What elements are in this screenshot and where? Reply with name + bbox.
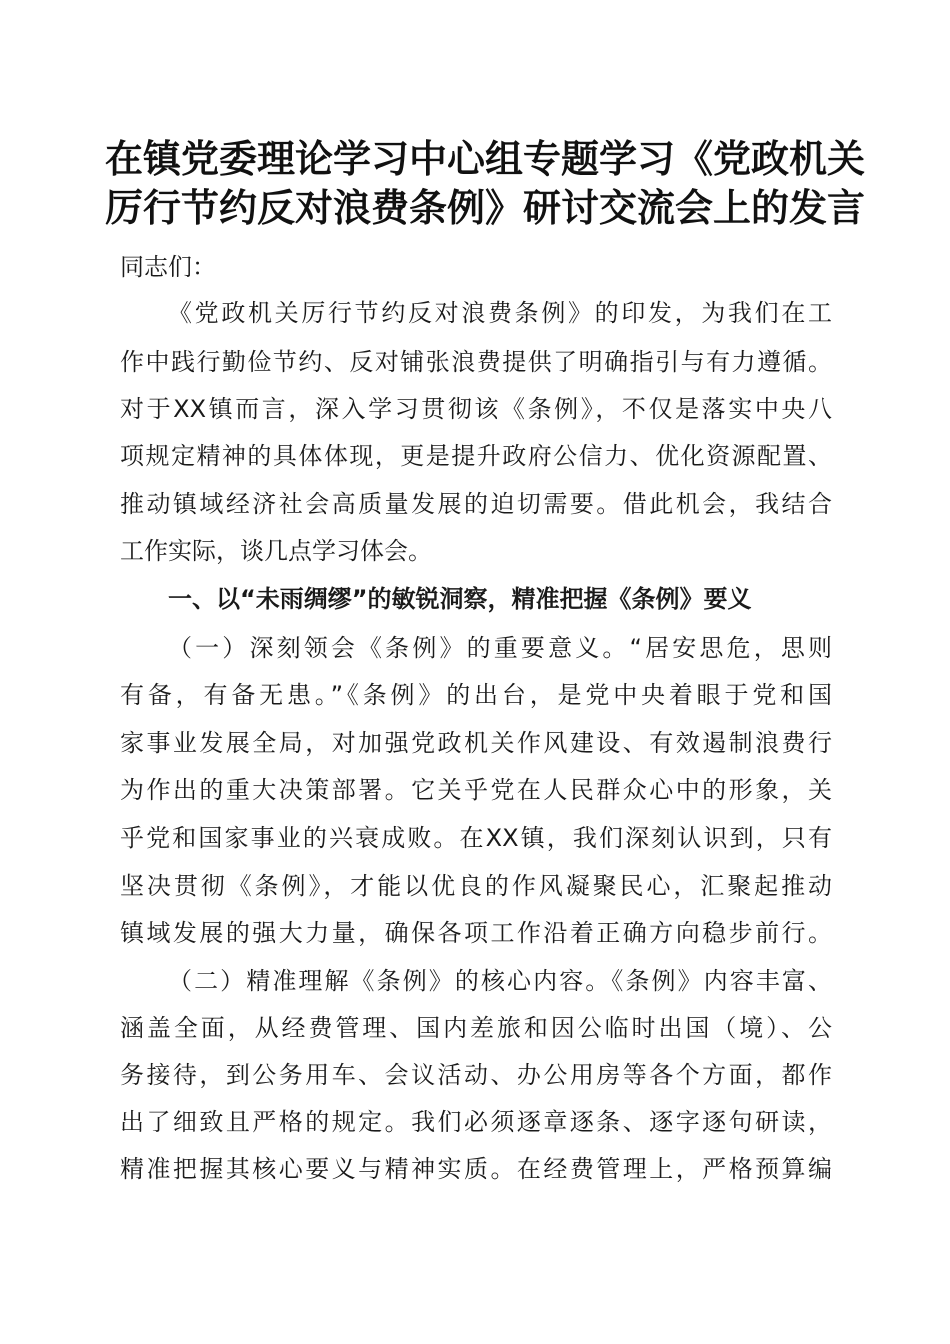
paragraph-line: 推动镇域经济社会高质量发展的迫切需要。借此机会，我结合	[120, 490, 832, 518]
paragraph-line: 作中践行勤俭节约、反对铺张浪费提供了明确指引与有力遵循。	[120, 348, 832, 376]
paragraph-line: 有备，有备无患。”《条例》的出台，是党中央着眼于党和国	[120, 681, 832, 709]
document-title	[105, 134, 866, 232]
paragraph-line: 工作实际，谈几点学习体会。	[120, 537, 432, 565]
paragraph-line: 项规定精神的具体体现，更是提升政府公信力、优化资源配置、	[120, 442, 832, 470]
paragraph-line: （二）精准理解《条例》的核心内容。《条例》内容丰富、	[168, 967, 832, 995]
paragraph-line: 乎党和国家事业的兴衰成败。在XX镇，我们深刻认识到，只有	[120, 824, 832, 852]
paragraph-line: 涵盖全面，从经费管理、国内差旅和因公临时出国（境）、公	[120, 1014, 832, 1042]
paragraph-line: 对于XX镇而言，深入学习贯彻该《条例》，不仅是落实中央八	[120, 395, 832, 423]
paragraph-line: 家事业发展全局，对加强党政机关作风建设、有效遏制浪费行	[120, 729, 832, 757]
paragraph-line: 出了细致且严格的规定。我们必须逐章逐条、逐字逐句研读，	[120, 1108, 832, 1136]
title-line-1: 在镇党委理论学习中心组专题学习《党政机关	[105, 136, 866, 181]
salutation: 同志们：	[120, 253, 216, 281]
paragraph-line: 坚决贯彻《条例》，才能以优良的作风凝聚民心，汇聚起推动	[120, 872, 832, 900]
paragraph-line: 为作出的重大决策部署。它关乎党在人民群众心中的形象，关	[120, 776, 832, 804]
paragraph-line: 精准把握其核心要义与精神实质。在经费管理上，严格预算编	[120, 1155, 832, 1183]
paragraph-line: 务接待，到公务用车、会议活动、办公用房等各个方面，都作	[120, 1061, 832, 1089]
paragraph-line: （一）深刻领会《条例》的重要意义。“居安思危，思则	[168, 634, 832, 662]
title-line-2: 厉行节约反对浪费条例》研讨交流会上的发言	[105, 185, 866, 230]
section-heading: 一、以“未雨绸缪”的敏锐洞察，精准把握《条例》要义	[168, 585, 752, 613]
paragraph-line: 镇域发展的强大力量，确保各项工作沿着正确方向稳步前行。	[120, 919, 832, 947]
paragraph-line: 《党政机关厉行节约反对浪费条例》的印发，为我们在工	[168, 299, 832, 327]
